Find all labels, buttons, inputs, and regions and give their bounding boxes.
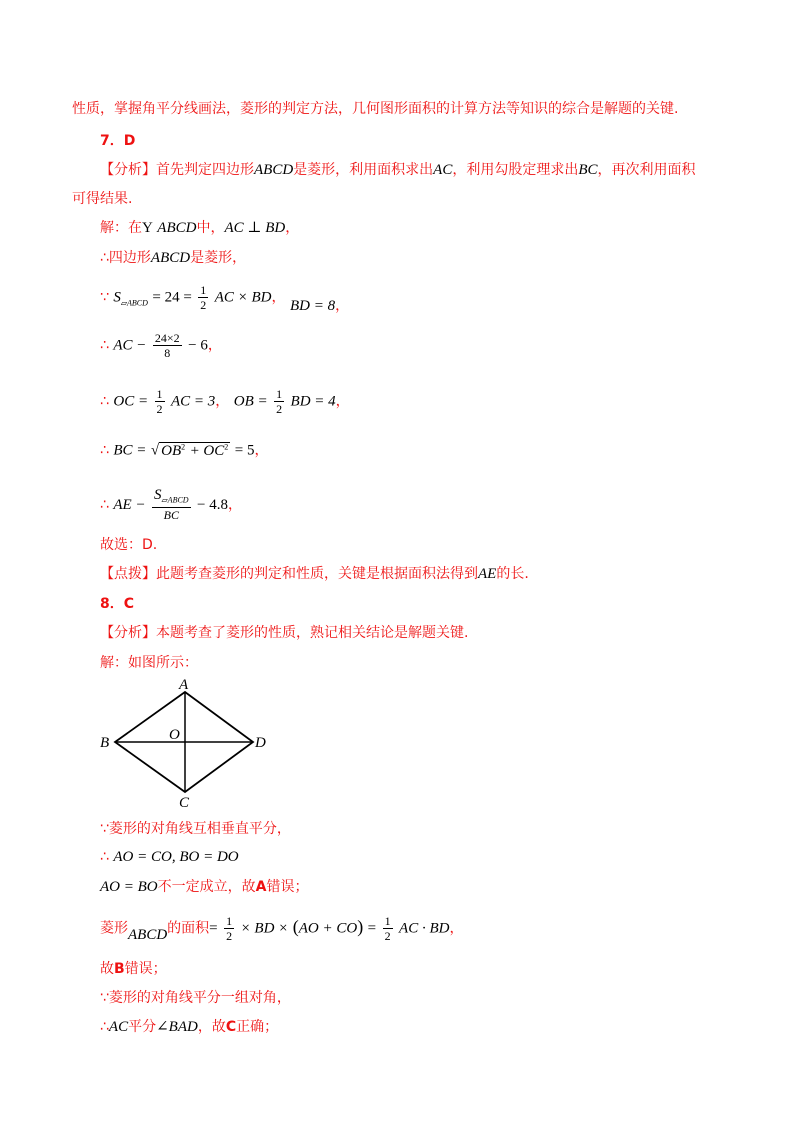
- intro-paragraph: 性质，掌握角平分线画法，菱形的判定方法，几何图形面积的计算方法等知识的综合是解题的关键.: [72, 101, 679, 117]
- q7-step-bc: ∴ BC = √ $OB^2 + OC^2 = 5$，: [100, 442, 269, 459]
- q7-step-oc-ob: ∴ OC = $\frac{1}{2}$ AC = 3， OB = $\frac{1}{2}$ BD = 4，: [100, 387, 350, 416]
- q7-step-ac: ∴ AC − $\frac{24\times 2}{8}$ − 6，: [100, 331, 222, 360]
- label-o: O: [169, 727, 180, 743]
- rhombus-diagram: [95, 676, 275, 810]
- q8-step4: 故B错误；: [100, 961, 167, 977]
- q8-number: 8．C: [100, 596, 135, 612]
- q8-step3: AO = BO不一定成立，故A错误；: [100, 879, 309, 895]
- q7-analysis-line1: 【分析】首先判定四边形ABCD是菱形，利用面积求出AC，利用勾股定理求出BC，再次利用面积: [100, 162, 696, 178]
- q8-solution-line: 解：如图所示：: [100, 655, 198, 671]
- q8-step1: ∵菱形的对角线互相垂直平分，: [100, 821, 291, 837]
- q7-step-ae: ∴ AE − $\frac{S_{▱ABCD}}{BC}$ − 4.8，: [100, 487, 242, 523]
- label-d: D: [255, 735, 266, 751]
- q7-tip: 【点拨】此题考查菱形的判定和性质，关键是根据面积法得到AE的长.: [100, 566, 529, 582]
- q7-step-area: ∵ $S_{▱ABCD} = 24$ = $\frac{1}{2}$ AC × BD， BD = 8，: [100, 283, 350, 314]
- q8-analysis: 【分析】本题考查了菱形的性质，熟记相关结论是解题关键.: [100, 625, 469, 641]
- q8-step-area: 菱形ABCD的面积= $\frac{1}{2}$ × BD × (AO + CO) = $\frac{1}{2}$ AC · BD，: [100, 914, 464, 943]
- q7-step-rhombus: ∴四边形ABCD是菱形，: [100, 250, 247, 266]
- q7-analysis-line2: 可得结果.: [72, 191, 133, 207]
- label-b: B: [100, 735, 110, 751]
- q7-solution-line: 解：在Y ABCD中，AC ⊥ BD，: [100, 220, 300, 236]
- q8-step6: ∴AC平分∠BAD，故C正确；: [100, 1019, 279, 1035]
- label-a: A: [179, 677, 189, 693]
- q7-choose: 故选：D.: [100, 537, 158, 553]
- label-c: C: [179, 795, 190, 810]
- q8-step5: ∵菱形的对角线平分一组对角，: [100, 990, 291, 1006]
- q8-step2: ∴ AO = CO, BO = DO: [100, 849, 239, 865]
- q7-number: 7．D: [100, 133, 136, 149]
